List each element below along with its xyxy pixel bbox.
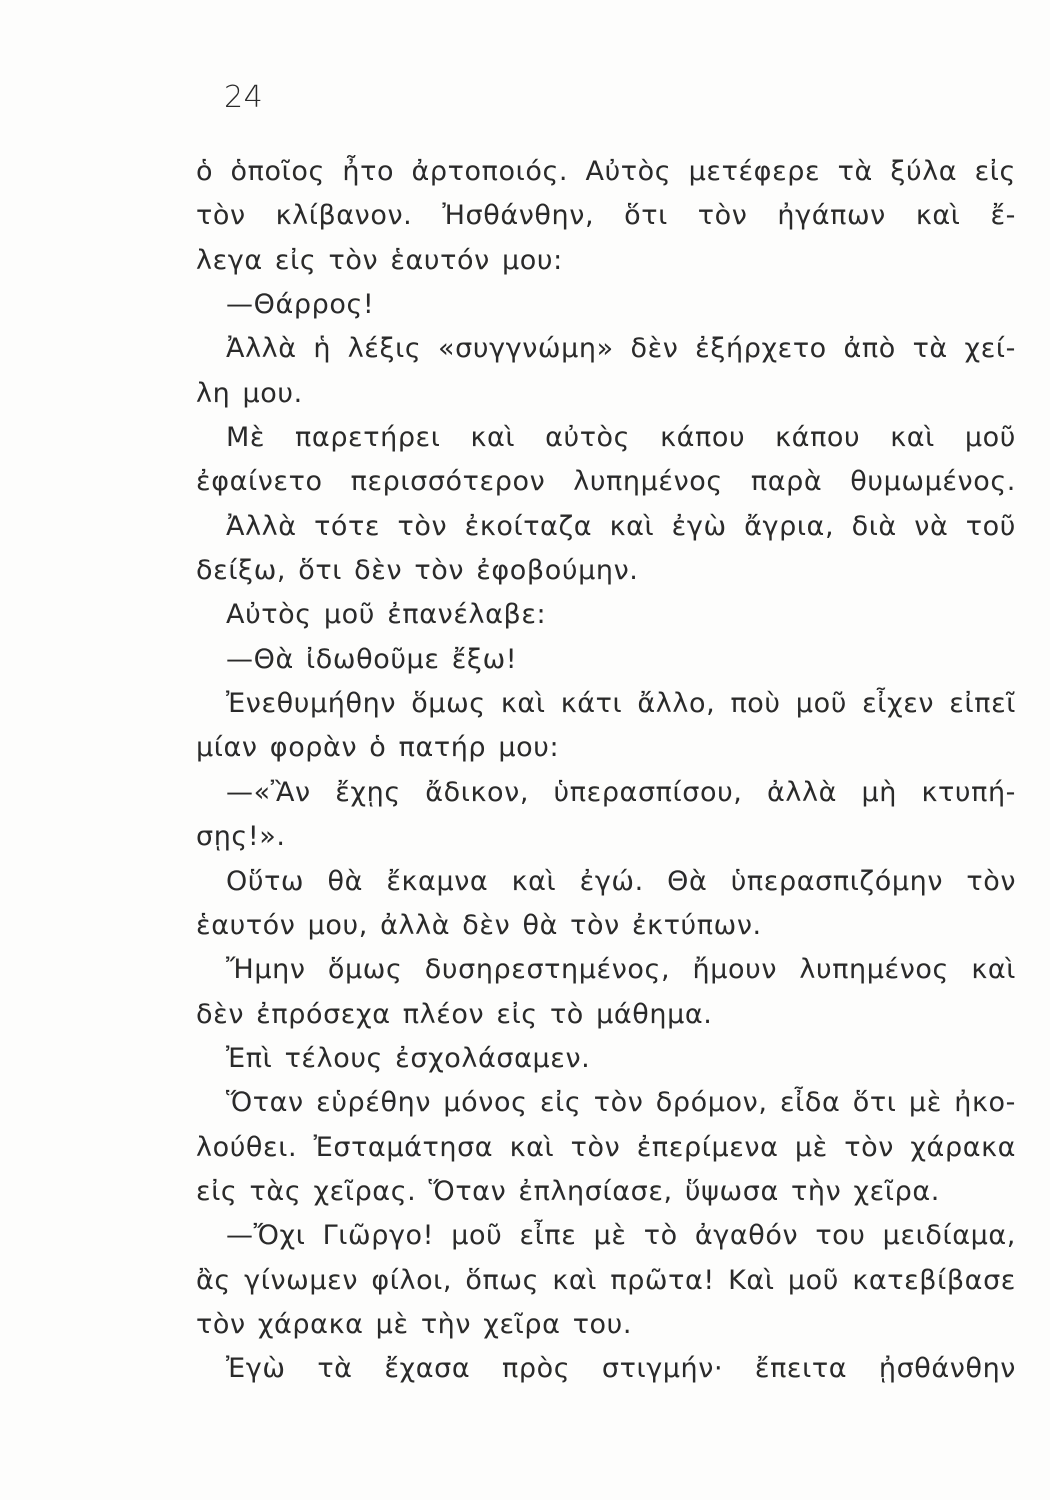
text-line: τὸν χάρακα μὲ τὴν χεῖρα του.	[196, 1308, 633, 1340]
text-line: Ὅταν εὑρέθην μόνος εἰς τὸν δρόμον, εἶδα ὅτι μὲ ἠκο-	[226, 1087, 1016, 1119]
text-line: Μὲ παρετήρει καὶ αὐτὸς κάπου κάπου καὶ μοῦ	[226, 422, 1016, 454]
text-line: τὸν κλίβανον. Ἠσθάνθην, ὅτι τὸν ἠγάπων καὶ ἔ-	[196, 200, 1016, 232]
text-line: ἑαυτόν μου, ἀλλὰ δὲν θὰ τὸν ἐκτύπων.	[196, 909, 762, 941]
text-line: —Θὰ ἰδωθοῦμε ἔξω!	[226, 643, 518, 675]
text-line: —Θάρρος!	[226, 289, 375, 321]
page-number: 24	[224, 80, 264, 115]
text-line: εἰς τὰς χεῖρας. Ὅταν ἐπλησίασε, ὕψωσα τὴν χεῖρα.	[196, 1175, 940, 1207]
text-line: μίαν φορὰν ὁ πατήρ μου:	[196, 732, 560, 764]
text-line: Ἐνεθυμήθην ὅμως καὶ κάτι ἄλλο, ποὺ μοῦ εἶχεν εἰπεῖ	[226, 688, 1016, 720]
text-line: ἐφαίνετο περισσότερον λυπημένος παρὰ θυμωμένος.	[196, 466, 1016, 498]
text-line: Ἀλλὰ ἡ λέξις «συγγνώμη» δὲν ἐξήρχετο ἀπὸ τὰ χεί-	[226, 333, 1016, 365]
text-line: Ἀλλὰ τότε τὸν ἐκοίταζα καὶ ἐγὼ ἄγρια, διὰ νὰ τοῦ	[226, 510, 1016, 542]
text-line: ὁ ὁποῖος ἦτο ἀρτοποιός. Αὐτὸς μετέφερε τὰ ξύλα εἰς	[196, 156, 1016, 187]
text-line: Ἤμην ὅμως δυσηρεστημένος, ἤμουν λυπημένος καὶ	[226, 954, 1016, 986]
text-line: λεγα εἰς τὸν ἑαυτόν μου:	[196, 244, 563, 276]
text-line: λη μου.	[196, 377, 303, 409]
text-line: ἂς γίνωμεν φίλοι, ὅπως καὶ πρῶτα! Καὶ μοῦ κατεβίβασε	[196, 1264, 1016, 1296]
text-line: δὲν ἐπρόσεχα πλέον εἰς τὸ μάθημα.	[196, 998, 713, 1030]
text-line: Ἐπὶ τέλους ἐσχολάσαμεν.	[226, 1042, 591, 1074]
text-line: Οὕτω θὰ ἔκαμνα καὶ ἐγώ. Θὰ ὑπερασπιζόμην τὸν	[226, 865, 1016, 897]
text-body	[196, 150, 1016, 1392]
text-line: —«Ἂν ἔχῃς ἄδικον, ὑπερασπίσου, ἀλλὰ μὴ κτυπή-	[226, 776, 1016, 808]
text-line: Αὐτὸς μοῦ ἐπανέλαβε:	[226, 599, 547, 631]
text-line: σῃς!».	[196, 821, 286, 853]
text-line: δείξω, ὅτι δὲν τὸν ἐφοβούμην.	[196, 555, 639, 587]
text-line: —Ὄχι Γιῶργο! μοῦ εἶπε μὲ τὸ ἀγαθόν του μειδίαμα,	[226, 1220, 1016, 1252]
text-line: Ἐγὼ τὰ ἔχασα πρὸς στιγμήν· ἔπειτα ᾐσθάνθην	[226, 1353, 1016, 1385]
text-line: λούθει. Ἐσταμάτησα καὶ τὸν ἐπερίμενα μὲ τὸν χάρακα	[196, 1131, 1016, 1163]
